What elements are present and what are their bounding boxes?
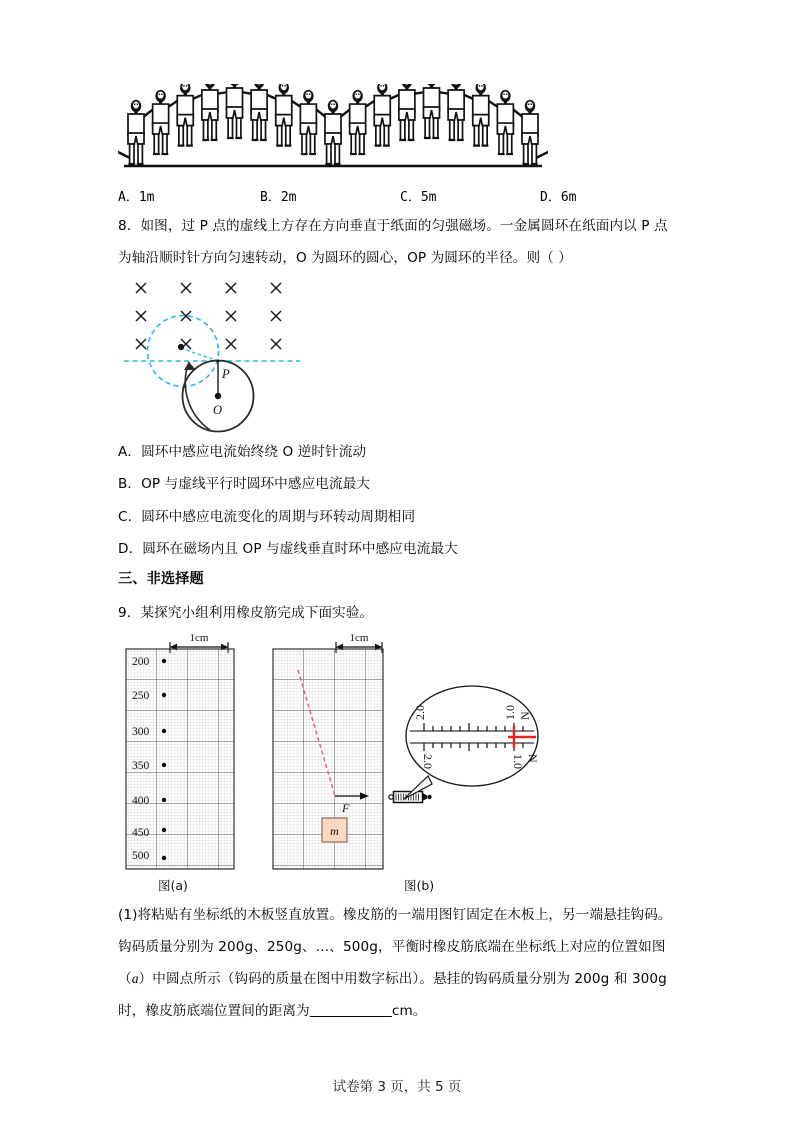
ring-center-dot bbox=[215, 393, 221, 399]
q8-option-a[interactable]: A．圆环中感应电流始终绕 O 逆时针流动 bbox=[118, 444, 367, 460]
magnetic-field-diagram bbox=[118, 278, 418, 433]
figure-b-caption: 图(b) bbox=[404, 878, 435, 893]
figure-a-caption: 图(a) bbox=[158, 878, 188, 893]
rotated-ring-dashed-circle bbox=[148, 316, 219, 387]
svg-text:1.0: 1.0 bbox=[511, 754, 525, 769]
q9-para-1: (1)将粘贴有坐标纸的木板竖直放置。橡皮筋的一端用图钉固定在木板上，另一端悬挂钩码。 bbox=[118, 907, 672, 923]
rotated-radius-dashed bbox=[183, 349, 218, 361]
svg-text:400: 400 bbox=[132, 795, 150, 807]
svg-text:450: 450 bbox=[132, 827, 150, 839]
svg-text:500: 500 bbox=[132, 850, 150, 862]
q9-para3-pre: （ bbox=[118, 971, 132, 987]
q8-option-d[interactable]: D．圆环在磁场内且 OP 与虚线垂直时环中感应电流最大 bbox=[118, 541, 458, 557]
q8-option-b[interactable]: B．OP 与虚线平行时圆环中感应电流最大 bbox=[118, 476, 371, 492]
section-heading: 三、非选择题 bbox=[118, 571, 204, 587]
block-label-m: m bbox=[330, 824, 339, 838]
q7-option-c[interactable]: C．5m bbox=[400, 190, 437, 205]
q9-para4-pre: 时，橡皮筋底端位置间的距离为 bbox=[118, 1003, 310, 1019]
svg-text:N: N bbox=[518, 711, 532, 720]
svg-text:350: 350 bbox=[132, 760, 150, 772]
q9-para-3 bbox=[118, 970, 667, 988]
figure-b-graph bbox=[272, 648, 384, 870]
q9-stem: 9．某探究小组利用橡皮筋完成下面实验。 bbox=[118, 605, 374, 621]
page-footer: 试卷第 3 页，共 5 页 bbox=[332, 1079, 462, 1095]
q7-option-a[interactable]: A．1m bbox=[118, 190, 155, 205]
spring-scale-magnifier bbox=[398, 682, 543, 802]
q8-stem-line2: 为轴沿顺时针方向匀速转动，O 为圆环的圆心，OP 为圆环的半径。则（ ） bbox=[118, 250, 572, 266]
q9-para3-post: ）中圆点所示（钩码的质量在图中用数字标出）。悬挂的钩码质量分别为 200g 和 300g bbox=[138, 971, 667, 987]
label-o: O bbox=[213, 403, 223, 417]
rotation-arc bbox=[185, 362, 210, 430]
svg-text:2.0: 2.0 bbox=[421, 754, 435, 769]
svg-text:200: 200 bbox=[132, 656, 150, 668]
q9-para-2: 钩码质量分别为 200g、250g、…、500g，平衡时橡皮筋底端在坐标纸上对应的位置如图 bbox=[118, 939, 666, 955]
q8-stem-line1: 8．如图，过 P 点的虚线上方存在方向垂直于纸面的匀强磁场。一金属圆环在纸面内以 P 点 bbox=[118, 218, 668, 234]
q7-option-b[interactable]: B．2m bbox=[260, 190, 297, 205]
figure-a-graph bbox=[125, 648, 235, 870]
svg-text:300: 300 bbox=[132, 726, 150, 738]
svg-text:1cm: 1cm bbox=[349, 632, 369, 644]
pivot-point-dot bbox=[217, 360, 220, 363]
answer-blank[interactable] bbox=[310, 1003, 392, 1019]
field-cross-group bbox=[136, 283, 281, 349]
human-wave-figure bbox=[118, 84, 548, 172]
q8-option-c[interactable]: C．圆环中感应电流变化的周期与环转动周期相同 bbox=[118, 509, 416, 525]
rotation-arrowhead bbox=[184, 362, 196, 370]
q7-options-row bbox=[118, 186, 678, 204]
force-label-f: F bbox=[342, 801, 350, 815]
svg-text:1cm: 1cm bbox=[189, 632, 209, 644]
svg-text:1.0: 1.0 bbox=[503, 705, 517, 720]
svg-text:2.0: 2.0 bbox=[413, 705, 427, 720]
q9-para3-italic-a: a bbox=[131, 971, 139, 986]
label-p: P bbox=[222, 367, 230, 381]
q9-para4-post: cm。 bbox=[391, 1003, 427, 1019]
q9-para-4 bbox=[118, 1002, 427, 1020]
svg-text:250: 250 bbox=[132, 690, 150, 702]
svg-text:N: N bbox=[526, 754, 540, 763]
q7-option-d[interactable]: D．6m bbox=[540, 190, 577, 205]
